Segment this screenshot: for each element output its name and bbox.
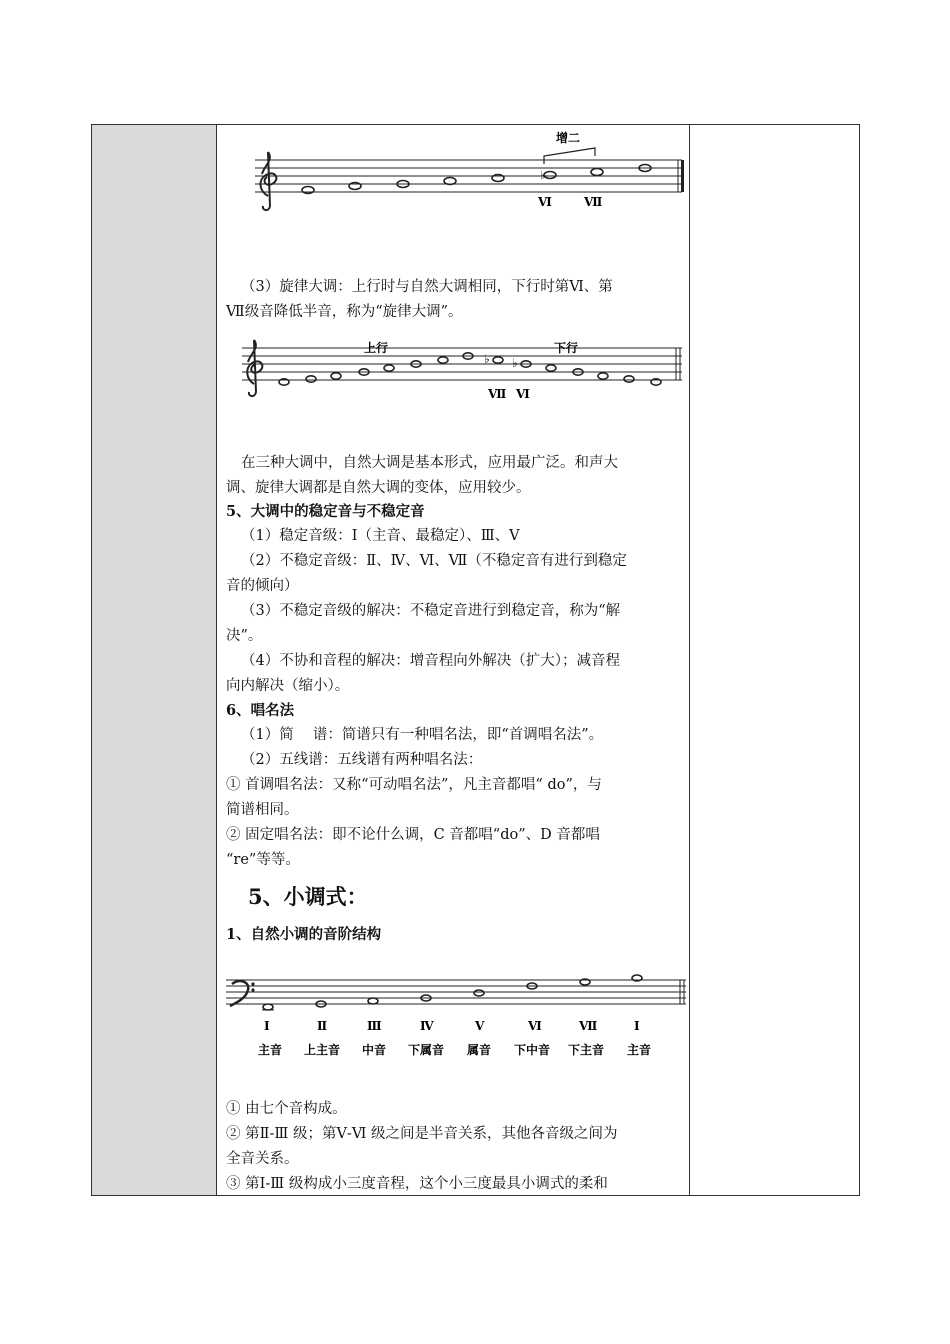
left-column bbox=[92, 125, 217, 1195]
degree-label: Ⅶ bbox=[579, 1019, 598, 1033]
degree-vi-label: Ⅵ bbox=[516, 387, 530, 401]
minor-point-3-line1: ③ 第Ⅰ-Ⅲ 级构成小三度音程，这个小三度最具小调式的柔和 bbox=[226, 1176, 608, 1192]
stable-tones-heading: 5、大调中的稳定音与不稳定音 bbox=[226, 503, 425, 520]
degree-name: 上主音 bbox=[304, 1043, 341, 1057]
solfege-item-1: （1）简 谱：简谱只有一种唱名法，即“首调唱名法”。 bbox=[241, 727, 604, 743]
ascending-label: 上行 bbox=[364, 341, 389, 355]
movable-do-line2: 简谱相同。 bbox=[226, 802, 299, 818]
minor-point-1: ① 由七个音构成。 bbox=[226, 1101, 347, 1117]
stable-item-4-line1: （4）不协和音程的解决：增音程向外解决（扩大）；减音程 bbox=[241, 653, 620, 669]
solfege-item-2: （2）五线谱：五线谱有两种唱名法： bbox=[241, 752, 483, 768]
degree-name: 主音 bbox=[627, 1043, 652, 1057]
solfege-heading: 6、唱名法 bbox=[226, 702, 295, 719]
fixed-do-line2: “re”等等。 bbox=[226, 852, 300, 868]
degree-vi-label: Ⅵ bbox=[538, 195, 552, 209]
stable-item-4-line2: 向内解决（缩小）。 bbox=[226, 678, 350, 694]
degree-vii-label: Ⅶ bbox=[584, 195, 603, 209]
movable-do-line1: ① 首调唱名法：又称“可动唱名法”，凡主音都唱“ do”，与 bbox=[226, 777, 602, 793]
summary-line1: 在三种大调中，自然大调是基本形式，应用最广泛。和声大 bbox=[241, 455, 618, 471]
harmonic-major-score bbox=[240, 126, 690, 218]
melodic-major-line1: （3）旋律大调：上行时与自然大调相同，下行时第Ⅵ、第 bbox=[241, 279, 613, 295]
minor-mode-heading: 5、小调式： bbox=[248, 884, 368, 909]
fixed-do-line1: ② 固定唱名法：即不论什么调，C 音都唱“do”、D 音都唱 bbox=[226, 827, 600, 843]
melodic-major-line2: Ⅶ级音降低半音，称为“旋律大调”。 bbox=[226, 304, 463, 320]
stable-item-3-line1: （3）不稳定音级的解决：不稳定音进行到稳定音，称为“解 bbox=[241, 603, 621, 619]
degree-label: Ⅰ bbox=[264, 1019, 270, 1033]
degree-label: Ⅵ bbox=[528, 1019, 542, 1033]
svg-text:♭: ♭ bbox=[484, 352, 490, 366]
right-column bbox=[689, 125, 859, 1195]
degree-name: 属音 bbox=[467, 1043, 492, 1057]
svg-text:♭: ♭ bbox=[512, 356, 518, 370]
natural-minor-score bbox=[222, 972, 688, 1064]
minor-point-2-line1: ② 第Ⅱ-Ⅲ 级；第Ⅴ-Ⅵ 级之间是半音关系，其他各音级之间为 bbox=[226, 1126, 618, 1142]
degree-name: 主音 bbox=[258, 1043, 283, 1057]
degree-name: 下主音 bbox=[568, 1043, 605, 1057]
degree-label: Ⅰ bbox=[634, 1019, 640, 1033]
degree-label: Ⅱ bbox=[317, 1019, 328, 1033]
natural-minor-heading: 1、自然小调的音阶结构 bbox=[226, 926, 382, 943]
stable-item-2-line1: （2）不稳定音级：Ⅱ、Ⅳ、Ⅵ、Ⅶ（不稳定音有进行到稳定 bbox=[241, 553, 627, 569]
stable-item-1: （1）稳定音级：Ⅰ（主音、最稳定）、Ⅲ、Ⅴ bbox=[241, 528, 520, 544]
degree-label: Ⅲ bbox=[367, 1019, 382, 1033]
melodic-major-score bbox=[236, 334, 686, 409]
degree-name: 下中音 bbox=[514, 1043, 551, 1057]
minor-point-2-line2: 全音关系。 bbox=[226, 1151, 299, 1167]
descending-label: 下行 bbox=[554, 341, 579, 355]
degree-label: Ⅳ bbox=[420, 1019, 434, 1033]
degree-name: 下属音 bbox=[408, 1043, 445, 1057]
stable-item-3-line2: 决”。 bbox=[226, 628, 263, 644]
degree-name: 中音 bbox=[362, 1043, 387, 1057]
degree-vii-label: Ⅶ bbox=[488, 387, 507, 401]
aug-second-label: 增二 bbox=[556, 131, 581, 145]
summary-line2: 调、旋律大调都是自然大调的变体，应用较少。 bbox=[226, 480, 531, 496]
svg-text:♭: ♭ bbox=[540, 168, 546, 182]
stable-item-2-line2: 音的倾向） bbox=[226, 578, 299, 594]
degree-label: Ⅴ bbox=[475, 1019, 485, 1033]
